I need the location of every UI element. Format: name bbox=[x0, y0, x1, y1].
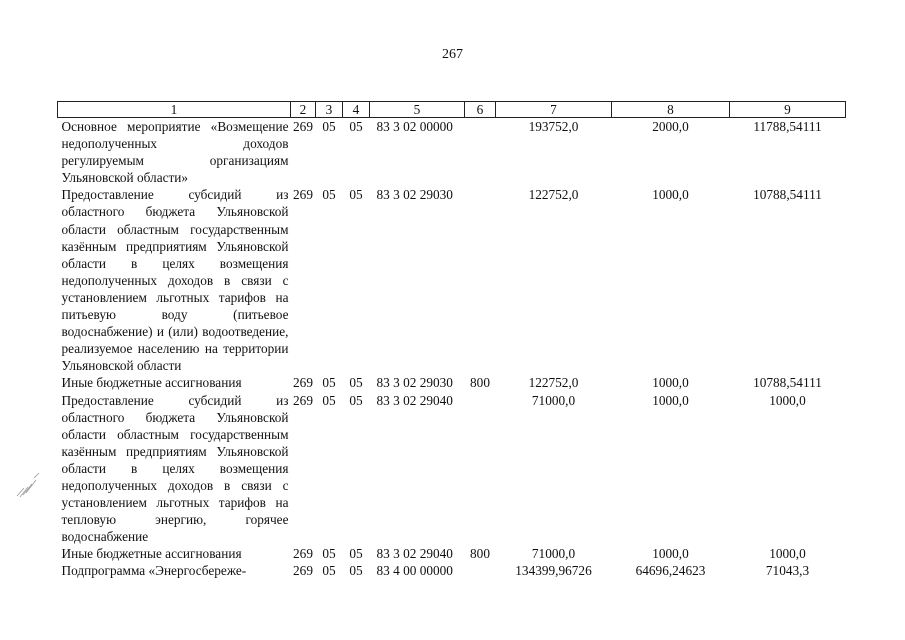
row-name: Предоставление субсидий из областного бюджета Ульяновской области областным государственным казённым предприятиям Ульяновской области в целях возмещения недополученных доходов в связи с установлением льготных тарифов на питьевую воду (питьевое водоснабжение) и (или) водоотведение, реализуемое населению на территории Ульяновской области bbox=[61, 187, 289, 374]
table-row bbox=[58, 392, 846, 546]
row-amount-2: 64696,24623 bbox=[635, 563, 706, 579]
row-expense-type bbox=[465, 562, 496, 579]
row-ministry-code: 269 bbox=[293, 187, 313, 203]
column-header: 4 bbox=[343, 102, 370, 118]
row-section-code: 05 bbox=[322, 187, 336, 203]
row-amount-3: 1000,0 bbox=[769, 546, 806, 562]
row-target-code: 83 3 02 29030 bbox=[376, 375, 453, 391]
row-subsection-code: 05 bbox=[349, 563, 363, 579]
table-row bbox=[58, 118, 846, 187]
column-header: 8 bbox=[612, 102, 730, 118]
row-amount-1: 134399,96726 bbox=[515, 563, 592, 579]
column-header: 6 bbox=[465, 102, 496, 118]
row-subsection-code: 05 bbox=[349, 119, 363, 134]
table-row bbox=[58, 545, 846, 562]
row-amount-2: 1000,0 bbox=[652, 187, 689, 203]
row-target-code: 83 4 00 00000 bbox=[376, 563, 453, 579]
column-header: 2 bbox=[291, 102, 316, 118]
row-ministry-code: 269 bbox=[293, 546, 313, 562]
row-amount-2: 1000,0 bbox=[652, 546, 689, 562]
row-ministry-code: 269 bbox=[293, 392, 313, 408]
row-name: Основное мероприятие «Возмещение недополученных доходов регулируемым организациям Ульяновской области» bbox=[61, 119, 289, 186]
table-row bbox=[58, 562, 846, 579]
row-amount-3: 1000,0 bbox=[769, 392, 806, 408]
row-subsection-code: 05 bbox=[349, 392, 363, 408]
budget-table bbox=[57, 101, 846, 580]
row-expense-type: 800 bbox=[470, 546, 490, 562]
row-name: Предоставление субсидий из областного бюджета Ульяновской области областным государственным казённым предприятиям Ульяновской области в целях возмещения недополученных доходов в связи с установлением льготных тарифов на тепловую энергию, горячее водоснабжение bbox=[61, 392, 289, 545]
row-section-code: 05 bbox=[322, 546, 336, 562]
row-amount-3: 10788,54111 bbox=[753, 375, 822, 391]
row-section-code: 05 bbox=[322, 392, 336, 408]
row-target-code: 83 3 02 00000 bbox=[376, 119, 453, 134]
row-target-code: 83 3 02 29040 bbox=[376, 546, 453, 562]
column-header: 7 bbox=[496, 102, 612, 118]
row-amount-1: 193752,0 bbox=[528, 119, 579, 134]
row-name: Иные бюджетные ассигнования bbox=[61, 546, 242, 562]
row-amount-2: 1000,0 bbox=[652, 375, 689, 391]
row-amount-1: 122752,0 bbox=[528, 187, 579, 203]
page-number: 267 bbox=[442, 47, 463, 62]
row-section-code: 05 bbox=[322, 119, 336, 134]
row-amount-2: 1000,0 bbox=[652, 392, 689, 408]
row-ministry-code: 269 bbox=[293, 563, 313, 579]
row-section-code: 05 bbox=[322, 563, 336, 579]
row-expense-type bbox=[465, 392, 496, 546]
row-subsection-code: 05 bbox=[349, 187, 363, 203]
row-ministry-code: 269 bbox=[293, 119, 313, 134]
row-subsection-code: 05 bbox=[349, 546, 363, 562]
row-amount-1: 71000,0 bbox=[531, 392, 576, 408]
row-subsection-code: 05 bbox=[349, 375, 363, 391]
column-header: 5 bbox=[370, 102, 465, 118]
row-expense-type bbox=[465, 118, 496, 187]
row-section-code: 05 bbox=[322, 375, 336, 391]
row-expense-type bbox=[465, 186, 496, 374]
column-header: 1 bbox=[58, 102, 291, 118]
row-target-code: 83 3 02 29030 bbox=[376, 187, 453, 203]
row-expense-type: 800 bbox=[470, 375, 490, 391]
row-name: Иные бюджетные ассигнования bbox=[61, 375, 242, 391]
table-row bbox=[58, 186, 846, 374]
row-amount-3: 11788,54111 bbox=[753, 119, 822, 134]
row-amount-1: 71000,0 bbox=[531, 546, 576, 562]
row-name: Подпрограмма «Энергосбереже- bbox=[61, 563, 247, 579]
row-amount-3: 10788,54111 bbox=[753, 187, 822, 203]
row-amount-2: 2000,0 bbox=[652, 119, 689, 134]
column-header: 3 bbox=[316, 102, 343, 118]
pencil-mark-icon bbox=[14, 470, 42, 500]
column-header: 9 bbox=[730, 102, 846, 118]
header-row bbox=[58, 102, 846, 118]
table-row bbox=[58, 374, 846, 391]
row-ministry-code: 269 bbox=[293, 375, 313, 391]
row-target-code: 83 3 02 29040 bbox=[376, 392, 453, 408]
row-amount-1: 122752,0 bbox=[528, 375, 579, 391]
row-amount-3: 71043,3 bbox=[765, 563, 810, 579]
